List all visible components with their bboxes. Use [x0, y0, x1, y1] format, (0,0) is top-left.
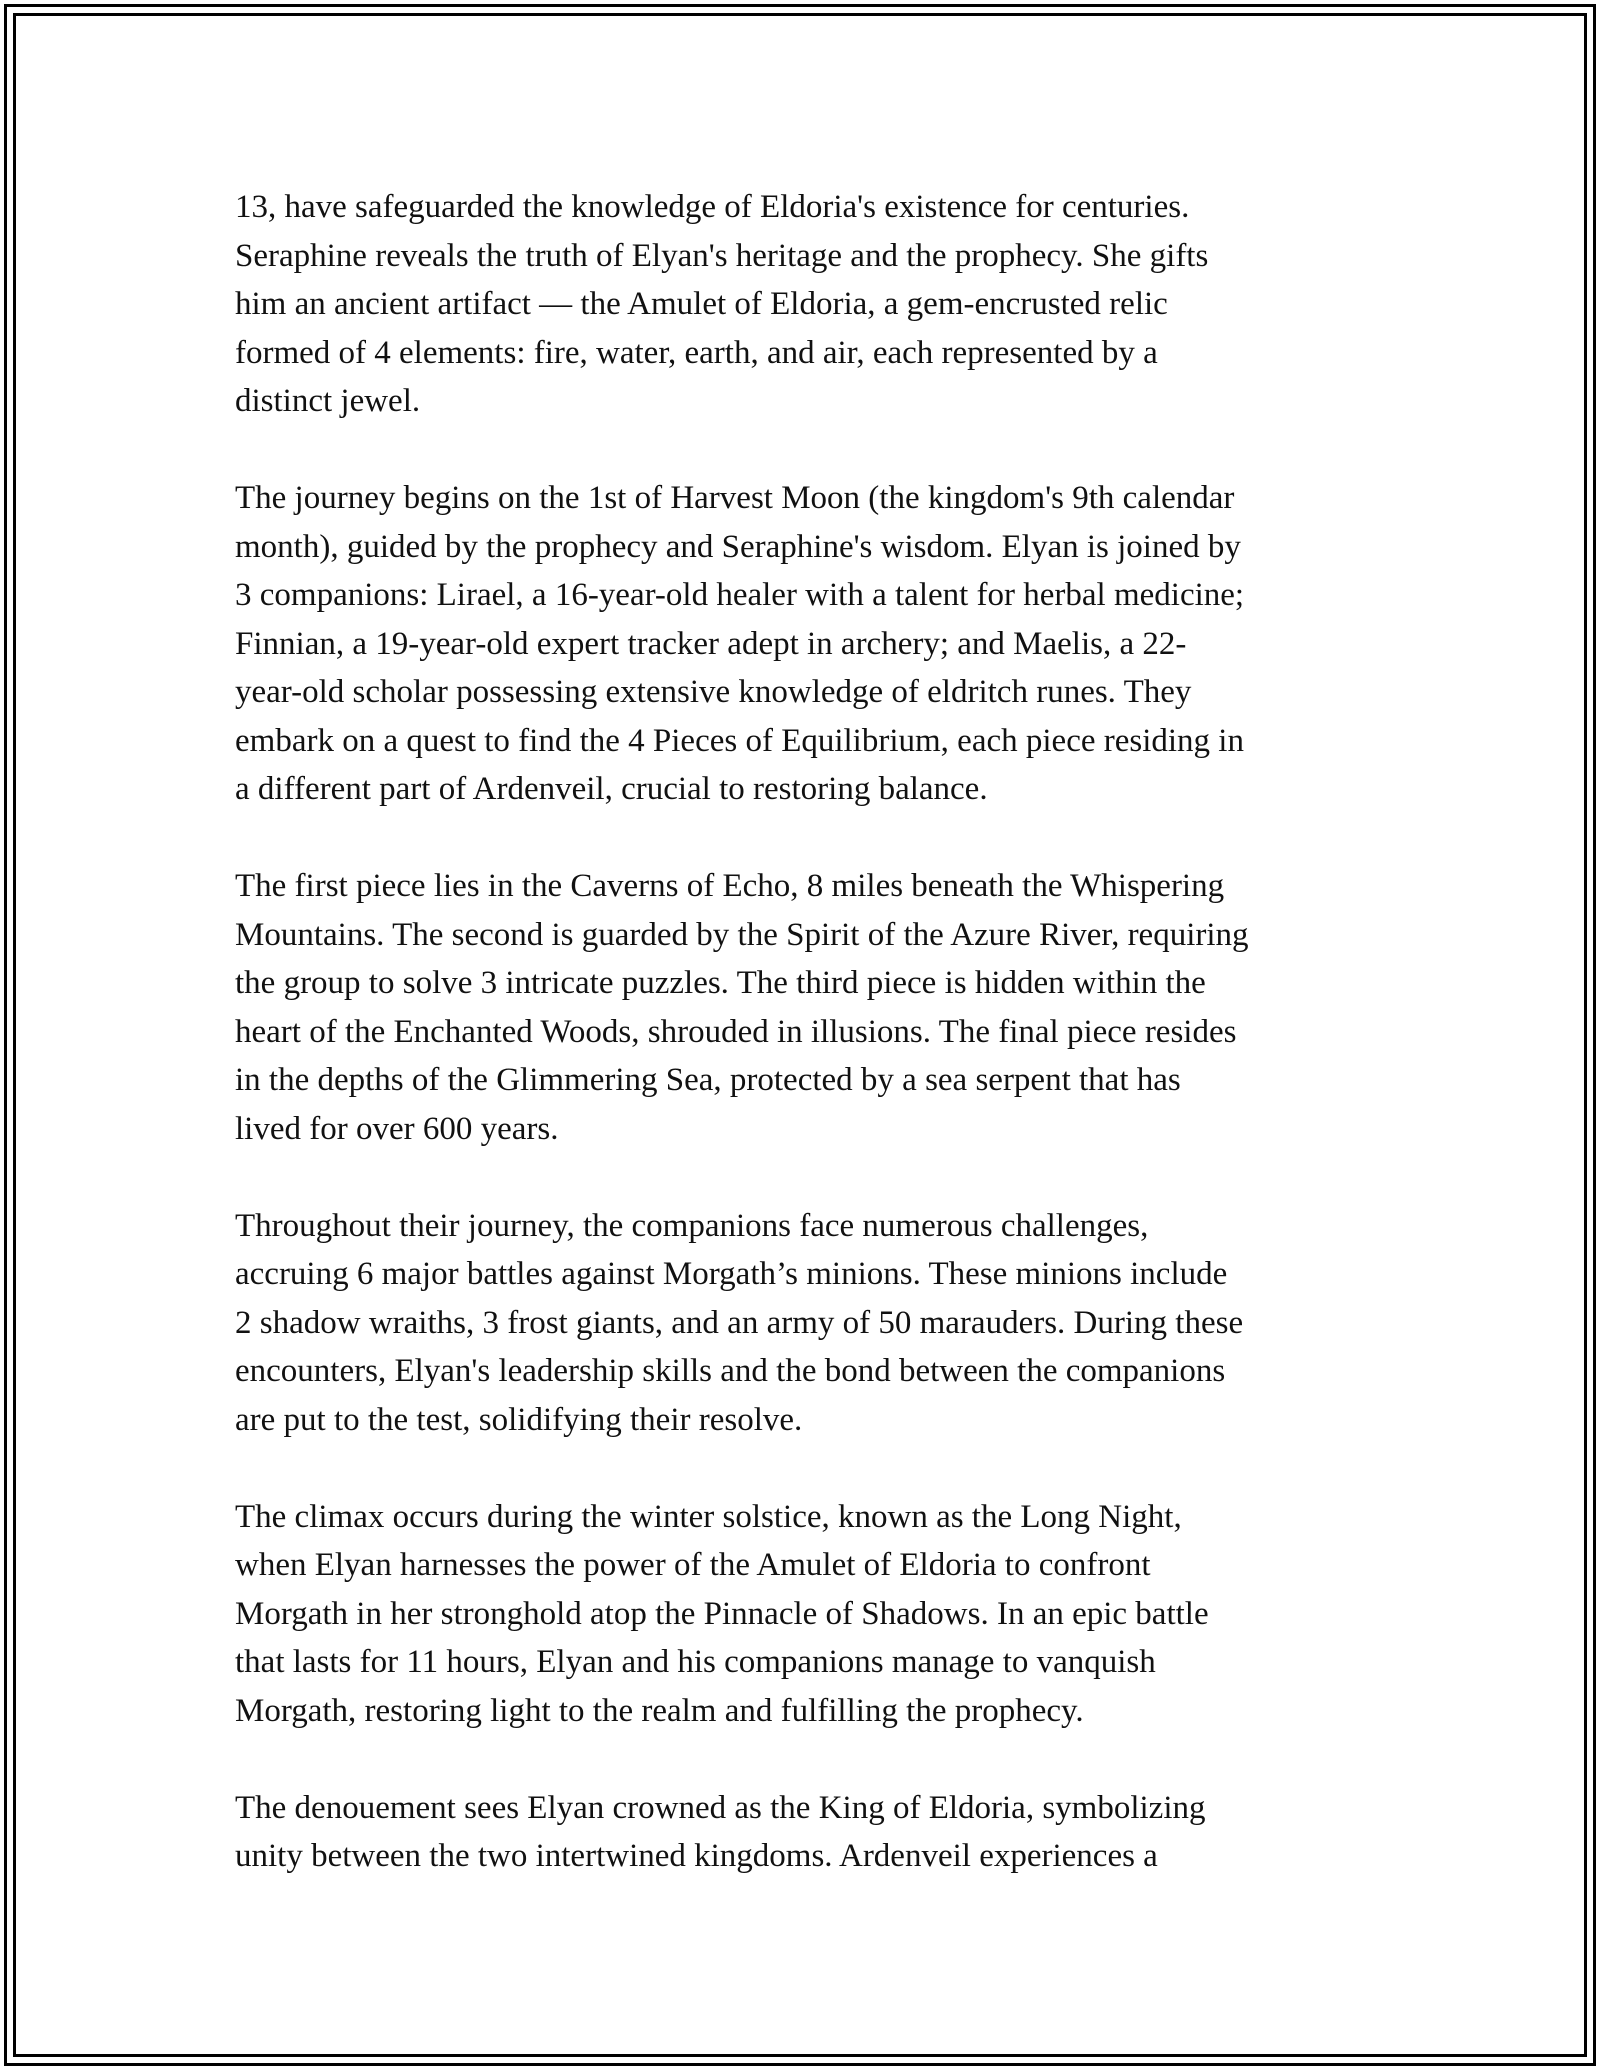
text-line: Morgath in her stronghold atop the Pinnacle of Shadows. In an epic battle [235, 1595, 1209, 1632]
paragraph-climax [235, 1493, 1395, 1736]
text-line: Seraphine reveals the truth of Elyan's heritage and the prophecy. She gifts [235, 237, 1209, 274]
text-line: Mountains. The second is guarded by the Spirit of the Azure River, requiring [235, 916, 1249, 953]
text-line: distinct jewel. [235, 383, 421, 419]
text-line: 3 companions: Lirael, a 16-year-old healer with a talent for herbal medicine; [235, 577, 1245, 613]
text-line: lived for over 600 years. [235, 1110, 559, 1147]
paragraph-pieces [235, 862, 1395, 1153]
text-line: the group to solve 3 intricate puzzles. The third piece is hidden within the [235, 965, 1206, 1001]
text-line: year-old scholar possessing extensive knowledge of eldritch runes. They [235, 674, 1192, 710]
text-line: Throughout their journey, the companions face numerous challenges, [235, 1207, 1149, 1244]
text-line: a different part of Ardenveil, crucial to restoring balance. [235, 771, 988, 807]
text-line: The denouement sees Elyan crowned as the King of Eldoria, symbolizing [235, 1789, 1206, 1826]
text-line: The climax occurs during the winter solstice, known as the Long Night, [235, 1498, 1182, 1535]
paragraph-battles [235, 1202, 1395, 1445]
text-line: are put to the test, solidifying their resolve. [235, 1401, 803, 1438]
paragraph-denouement [235, 1784, 1395, 1881]
text-line: that lasts for 11 hours, Elyan and his companions manage to vanquish [235, 1644, 1156, 1680]
text-line: accruing 6 major battles against Morgath’s minions. These minions include [235, 1256, 1228, 1292]
text-line: Morgath, restoring light to the realm and fulfilling the prophecy. [235, 1692, 1084, 1729]
paragraph-journey [235, 474, 1395, 814]
text-line: heart of the Enchanted Woods, shrouded in illusions. The final piece resides [235, 1013, 1237, 1050]
text-line: The first piece lies in the Caverns of Echo, 8 miles beneath the Whispering [235, 868, 1225, 904]
text-line: Finnian, a 19-year-old expert tracker adept in archery; and Maelis, a 22- [235, 625, 1187, 662]
document-body [235, 183, 1395, 1881]
text-line: when Elyan harnesses the power of the Amulet of Eldoria to confront [235, 1547, 1151, 1583]
text-line: in the depths of the Glimmering Sea, protected by a sea serpent that has [235, 1062, 1181, 1098]
text-line: 13, have safeguarded the knowledge of Eldoria's existence for centuries. [235, 189, 1190, 225]
text-line: formed of 4 elements: fire, water, earth, and air, each represented by a [235, 334, 1158, 371]
text-line: encounters, Elyan's leadership skills and the bond between the companions [235, 1353, 1226, 1389]
text-line: unity between the two intertwined kingdoms. Ardenveil experiences a [235, 1838, 1158, 1874]
text-line: 2 shadow wraiths, 3 frost giants, and an army of 50 marauders. During these [235, 1304, 1244, 1341]
text-line: month), guided by the prophecy and Seraphine's wisdom. Elyan is joined by [235, 528, 1241, 565]
text-line: The journey begins on the 1st of Harvest Moon (the kingdom's 9th calendar [235, 480, 1235, 516]
paragraph-amulet [235, 183, 1395, 426]
text-line: embark on a quest to find the 4 Pieces of Equilibrium, each piece residing in [235, 722, 1244, 759]
text-line: him an ancient artifact — the Amulet of Eldoria, a gem-encrusted relic [235, 286, 1168, 322]
